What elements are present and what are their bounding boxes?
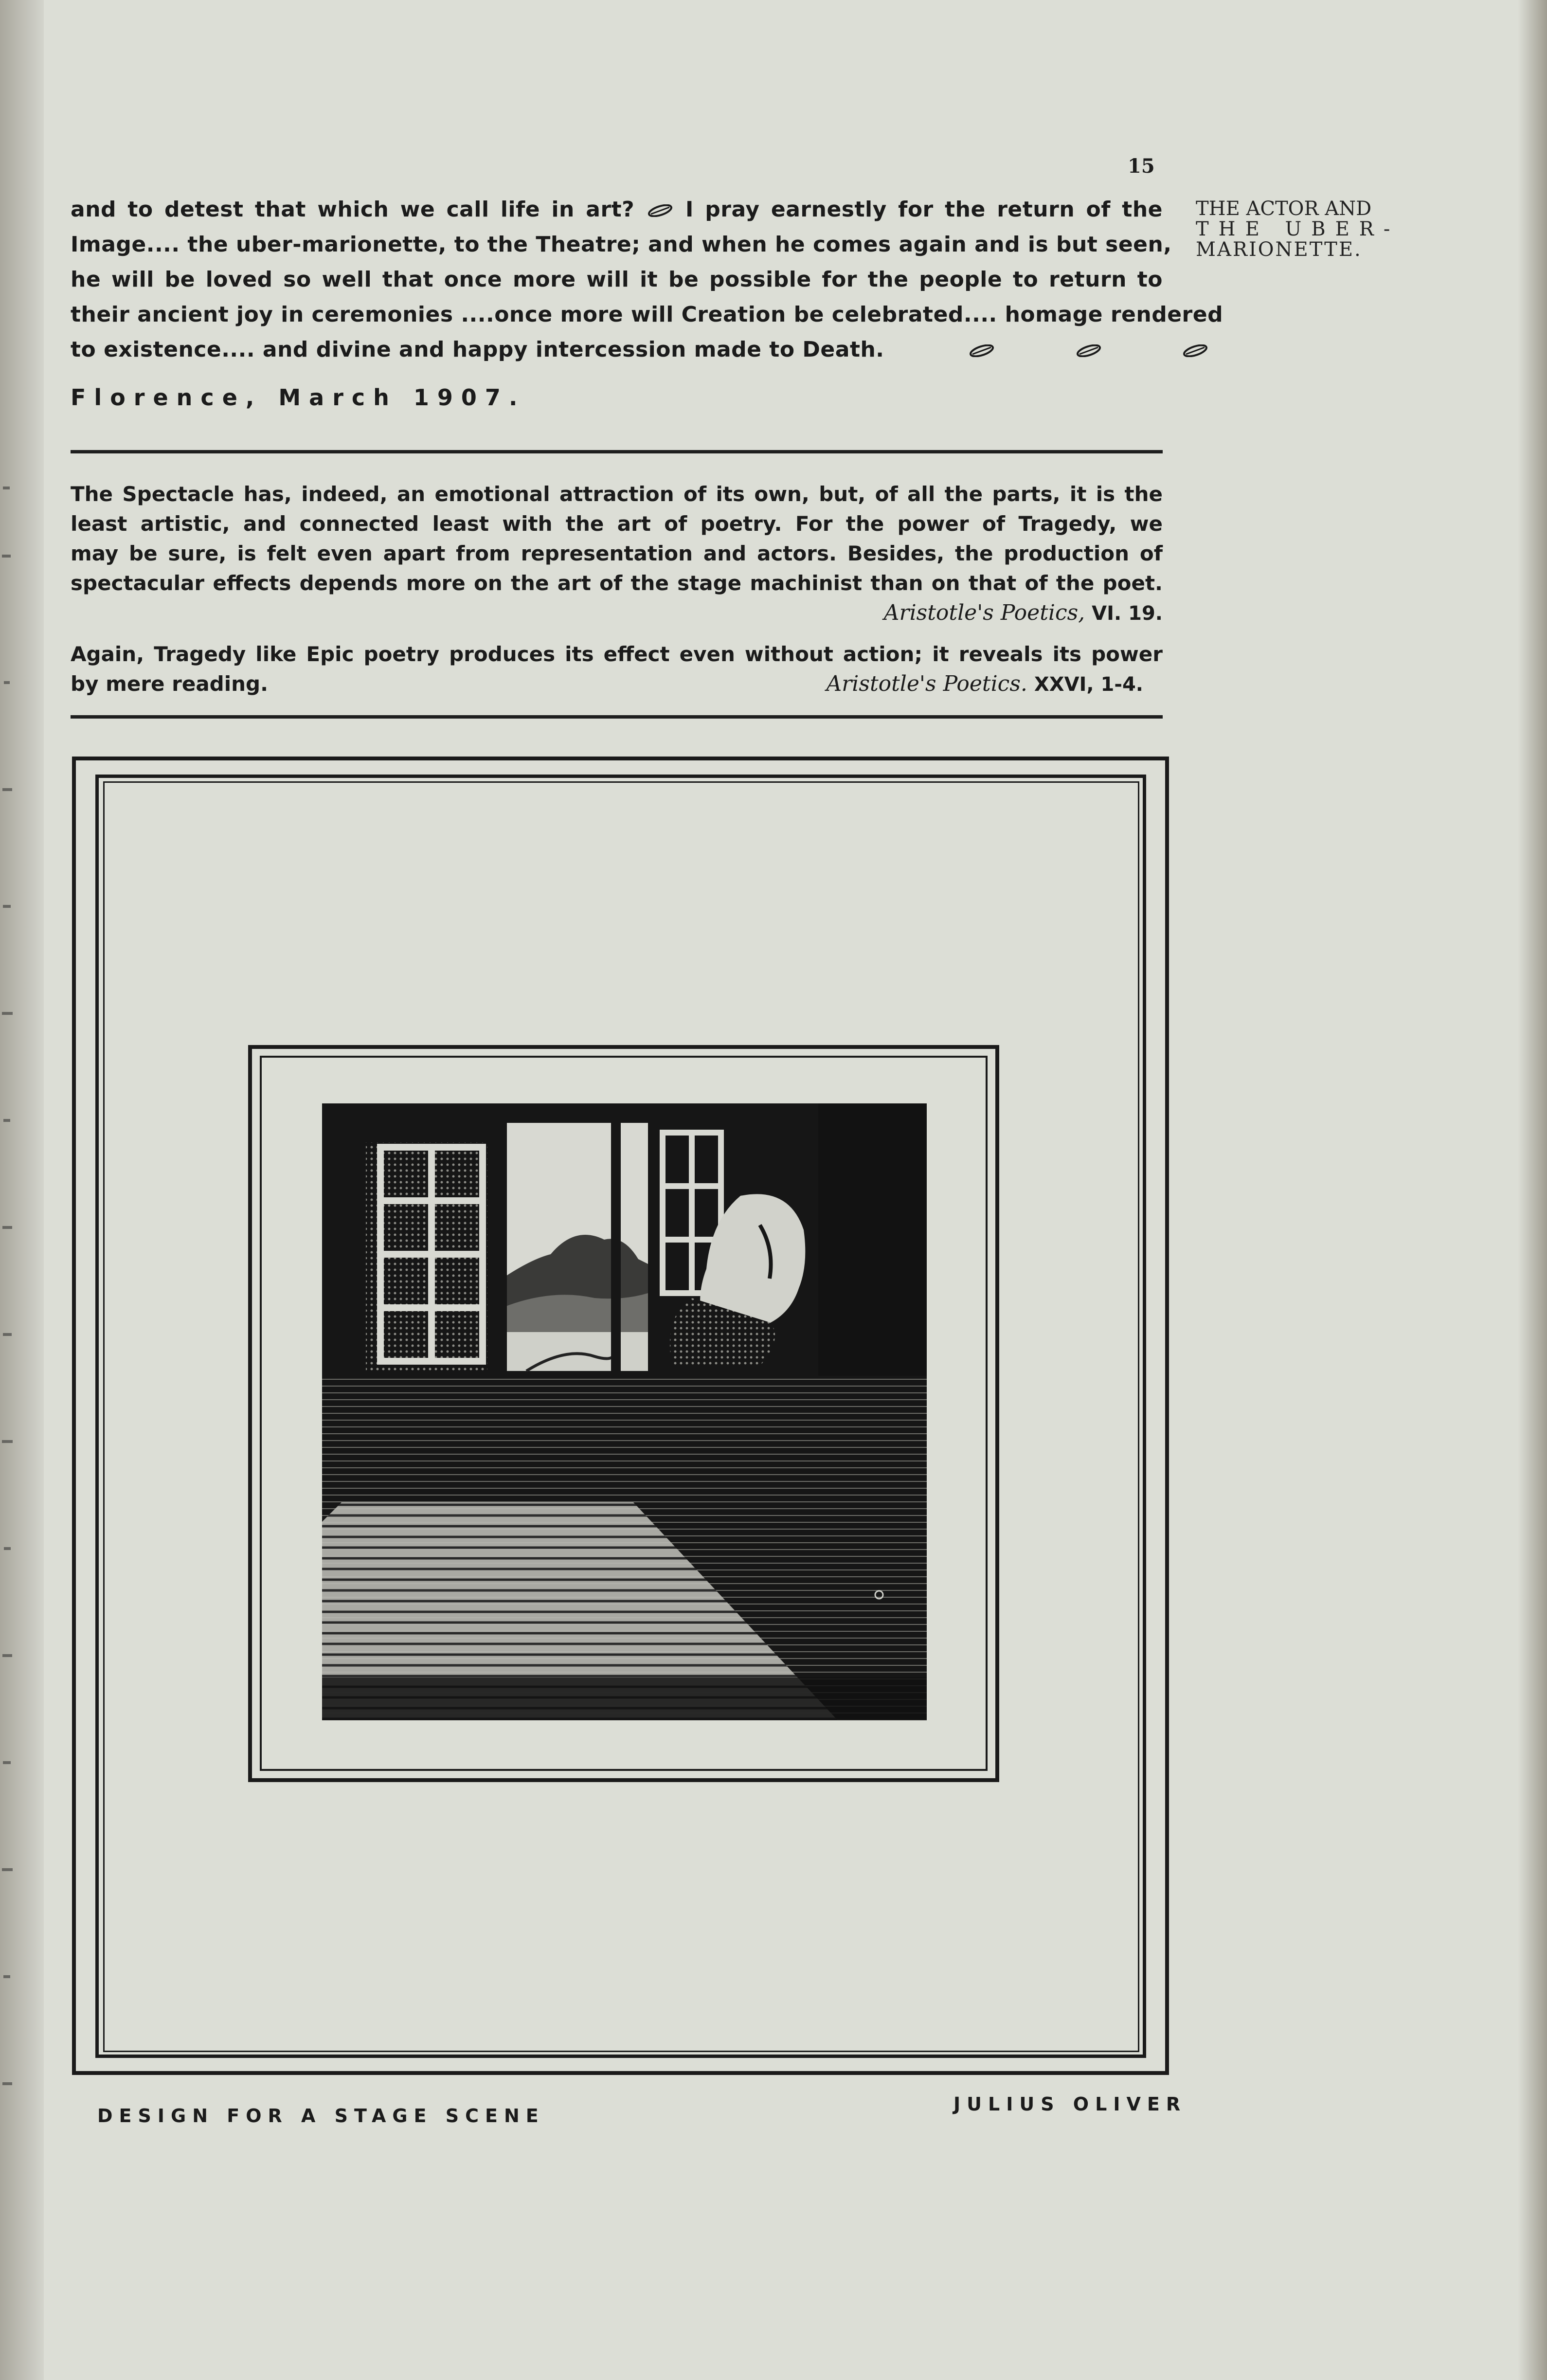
quote1-line-1: The Spectacle has, indeed, an emotional attraction of its own, but, of all the parts, it is the	[71, 482, 1163, 506]
quote2-line-2: by mere reading.	[71, 672, 269, 696]
quote1-line-2: least artistic, and connected least with the art of poetry. For the power of Tragedy, we	[71, 512, 1163, 536]
main-line-1	[71, 192, 1163, 227]
bottom-rule	[71, 715, 1163, 719]
plate-caption-title: DESIGN FOR A STAGE SCENE	[97, 2105, 545, 2127]
gutter-show-through	[0, 487, 29, 2189]
dateline: Florence, March 1907.	[71, 384, 526, 411]
running-sidenote	[1196, 198, 1405, 260]
main-line-1b: I pray earnestly for the return of the	[685, 197, 1163, 222]
leaf-ornament-icon	[968, 344, 996, 357]
sidenote-line-2: THE UBER-	[1196, 218, 1400, 240]
main-line-3: he will be loved so well that once more will it be possible for the people to return to	[71, 267, 1163, 292]
leaf-ornament-icon	[1075, 344, 1103, 357]
stage-scene-woodcut	[322, 1103, 927, 1720]
main-line-1a: and to detest that which we call life in art?	[71, 197, 635, 222]
quote1-line-4: spectacular effects depends more on the art of the stage machinist than on that of the poet.	[71, 571, 1163, 595]
main-line-5	[71, 332, 1163, 367]
quote1-cite-title: Aristotle's Poetics,	[883, 600, 1085, 625]
quote2-citation	[826, 669, 1163, 700]
quote1-cite-ref: VI. 19.	[1092, 602, 1163, 625]
quote1-line-3: may be sure, is felt even apart from representation and actors. Besides, the production of	[71, 541, 1163, 565]
aristotle-quotes	[71, 479, 1163, 700]
main-line-5-text: to existence.... and divine and happy intercession made to Death.	[71, 337, 884, 362]
leaf-ornament-icon	[646, 204, 674, 217]
quote2-cite-title: Aristotle's Poetics.	[826, 671, 1027, 696]
main-line-4: their ancient joy in ceremonies ....once more will Creation be celebrated.... homage rendered	[71, 302, 1223, 327]
quote1-citation	[71, 598, 1163, 629]
plate-caption-artist: JULIUS OLIVER	[953, 2093, 1187, 2115]
woodcut-image	[322, 1103, 927, 1720]
main-line-2: Image.... the uber-marionette, to the Theatre; and when he comes again and is but seen,	[71, 232, 1172, 257]
page-number: 15	[1128, 155, 1155, 178]
top-rule	[71, 450, 1163, 453]
quote2-line-1: Again, Tragedy like Epic poetry produces its effect even without action; it reveals its power	[71, 642, 1163, 666]
sidenote-line-1: THE ACTOR AND	[1196, 198, 1372, 220]
quote2-cite-ref: XXVI, 1-4.	[1034, 673, 1143, 696]
leaf-ornament-icon	[1181, 344, 1209, 357]
sidenote-line-3: MARIONETTE.	[1196, 238, 1362, 261]
main-paragraph	[71, 192, 1223, 367]
